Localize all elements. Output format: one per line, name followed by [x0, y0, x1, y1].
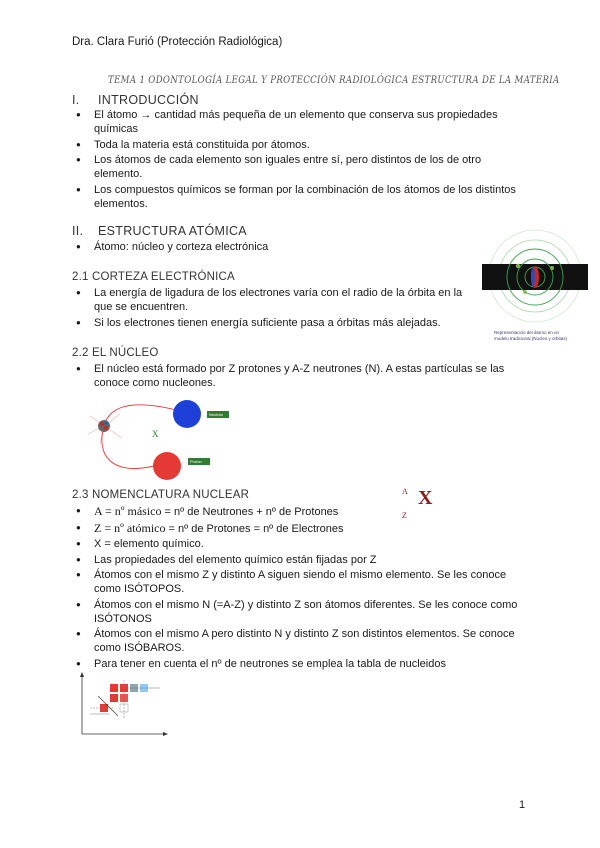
nucleus-figure: [80, 396, 240, 480]
list-item: ● Si los electrones tienen energía suficiente pasa a órbitas más alejadas.: [76, 316, 471, 330]
list-item: ● Para tener en cuenta el nº de neutrones se emplea la tabla de nucleidos: [76, 657, 524, 671]
list-item: ● El núcleo está formado por Z protones y A-Z neutrones (N). A estas partículas se las conoce como nucleones.: [76, 362, 516, 390]
section-title: INTRODUCCIÓN: [98, 93, 199, 107]
list-item: ● Átomos con el mismo A pero distinto N y distinto Z son distintos elementos. Se conoce como ISÓBAROS.: [76, 627, 524, 655]
list-item: ● Los compuestos químicos se forman por la combinación de los átomos de los distintos elementos.: [76, 183, 516, 211]
corteza-bullet-list: [76, 286, 471, 331]
section-number: I.: [72, 93, 80, 107]
list-item: ● Las propiedades del elemento químico están fijadas por Z: [76, 553, 524, 567]
section-number: II.: [72, 224, 84, 238]
list-item: ● Átomos con el mismo Z y distinto A siguen siendo el mismo elemento. Se les conoce como ISÓTOPOS.: [76, 568, 524, 596]
list-item: ● Átomos con el mismo N (=A-Z) y distinto Z son átomos diferentes. Se les conoce como ISÓTONOS: [76, 598, 524, 626]
section-heading-estructura: [72, 224, 247, 238]
nuclide-chart-diagram: [70, 670, 170, 740]
document-title: TEMA 1 ODONTOLOGÍA LEGAL Y PROTECCIÓN RADIOLÓGICA ESTRUCTURA DE LA MATERIA: [108, 74, 560, 86]
nucleo-bullet-list: [76, 362, 516, 392]
figure-caption: Representación del átomo en un modelo tradicional (Nucleo y orbitas): [494, 330, 568, 341]
subsection-heading-nucleo: 2.2 EL NÚCLEO: [72, 347, 159, 359]
list-item: ● Toda la materia está constituida por átomos.: [76, 138, 516, 152]
list-item: ● X = elemento químico.: [76, 537, 524, 551]
mass-number-symbol: A: [402, 487, 408, 496]
bullet-lead: A = nº másico: [94, 504, 162, 518]
atomic-number-symbol: Z: [402, 511, 407, 520]
proton-tag: Protón: [190, 459, 202, 464]
section-title: ESTRUCTURA ATÓMICA: [98, 224, 247, 238]
intro-bullet-list: [76, 108, 516, 212]
atom-model-figure: [480, 226, 590, 346]
nomenclatura-bullet-list: [76, 504, 524, 672]
list-item: [76, 504, 524, 519]
list-item: ● La energía de ligadura de los electrones varía con el radio de la órbita en la que se encuentren.: [76, 286, 471, 314]
estructura-bullet-list: [76, 240, 476, 256]
subsection-heading-nomenclatura: 2.3 NOMENCLATURA NUCLEAR: [72, 489, 250, 501]
document-author: Dra. Clara Furió (Protección Radiológica): [72, 36, 283, 48]
bullet-lead: Z = nº atómico: [94, 520, 166, 535]
subsection-heading-corteza: 2.1 CORTEZA ELECTRÓNICA: [72, 271, 235, 283]
list-item: [76, 521, 524, 536]
page-number: 1: [519, 799, 526, 811]
nucleon-diagram: [80, 396, 240, 480]
neutron-tag: Neutrón: [209, 412, 224, 417]
atom-orbit-diagram: [480, 226, 590, 326]
bullet-text: = nº de Neutrones + nº de Protones: [161, 506, 339, 518]
list-item: ● Átomo: núcleo y corteza electrónica: [76, 240, 476, 254]
nuclide-table-figure: [70, 670, 170, 740]
section-heading-introduccion: [72, 93, 199, 107]
list-item: ● El átomo → cantidad más pequeña de un elemento que conserva sus propiedades químicas: [76, 108, 516, 136]
bullet-text: = nº de Protones = nº de Electrones: [165, 522, 344, 535]
element-symbol-label: X: [152, 429, 159, 439]
element-symbol: X: [418, 487, 433, 509]
list-item: ● Los átomos de cada elemento son iguales entre sí, pero distintos de los de otro elemento.: [76, 153, 516, 181]
